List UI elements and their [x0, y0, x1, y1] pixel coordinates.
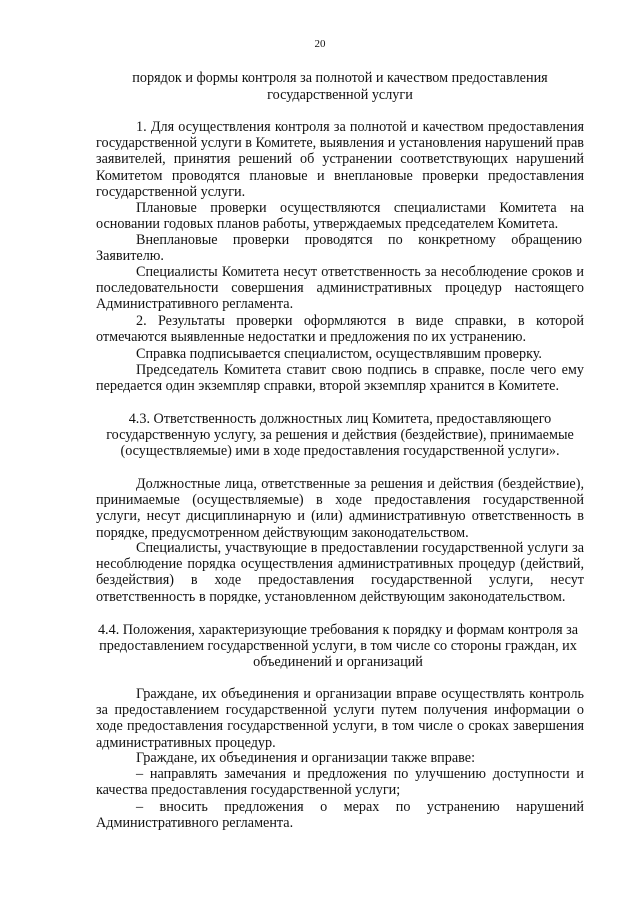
paragraph-control-purpose: 1. Для осуществления контроля за полнотой и качеством предоставления государственной услуги в Комитете, выявления и установления нарушений прав заявителей, принятия решений об устранении соответствующих нарушений Комитетом проводятся плановые и внеплановые проверки предоставления государственной услуги.: [96, 119, 584, 200]
paragraph-citizens-rights: Граждане, их объединения и организации также вправе:: [136, 750, 476, 766]
heading-4-3: 4.3. Ответственность должностных лиц Комитета, предоставляющего государственную услугу, за решения и действия (бездействие), принимаемые (осуществляемые) ими в ходе предоставления государственной услуги».: [106, 411, 574, 460]
paragraph-check-results: 2. Результаты проверки оформляются в виде справки, в которой отмечаются выявленные недостатки и предложения по их устранению.: [96, 313, 584, 346]
paragraph-specialists-responsibility: Специалисты Комитета несут ответственность за несоблюдение сроков и последовательности совершения административных процедур настоящего Административного регламента.: [96, 264, 584, 313]
list-item-submit-proposals: – вносить предложения о мерах по устранению нарушений Административного регламента.: [96, 799, 584, 832]
page-number: 20: [314, 38, 326, 50]
paragraph-specialists-liability: Специалисты, участвующие в предоставлении государственной услуги за несоблюдение порядка осуществления административных процедур (действий, бездействия) в ходе предоставления государственной услуги, несут ответственность в порядке, установленном действующим законодательством.: [96, 540, 584, 605]
list-item-send-remarks: – направлять замечания и предложения по улучшению доступности и качества предоставления государственной услуги;: [96, 766, 584, 799]
paragraph-officials-responsibility: Должностные лица, ответственные за решения и действия (бездействие), принимаемые (осуществляемые) в ходе предоставления государственной услуги, несут дисциплинарную и (или) административную ответственность в порядке, предусмотренном действующим законодательством.: [96, 476, 584, 541]
paragraph-planned-checks: Плановые проверки осуществляются специалистами Комитета на основании годовых планов работы, утверждаемых председателем Комитета.: [96, 200, 584, 233]
paragraph-chairman-signature: Председатель Комитета ставит свою подпись в справке, после чего ему передается один экземпляр справки, второй экземпляр хранится в Комитете.: [96, 362, 584, 395]
paragraph-report-signing: Справка подписывается специалистом, осуществлявшим проверку.: [136, 346, 542, 362]
paragraph-citizens-control: Граждане, их объединения и организации вправе осуществлять контроль за предоставлением государственной услуги путем получения информации о ходе предоставления государственной услуги, в том числе о сроках завершения административных процедур.: [96, 686, 584, 751]
section-intro-line-1: порядок и формы контроля за полнотой и качеством предоставления: [132, 70, 548, 86]
section-intro-line-2: государственной услуги: [267, 87, 413, 103]
heading-4-4: 4.4. Положения, характеризующие требования к порядку и формам контроля за предоставлением государственной услуги, в том числе со стороны граждан, их объединений и организаций: [97, 622, 579, 671]
paragraph-unplanned-checks: Внеплановые проверки проводятся по конкретному обращению Заявителю.: [96, 232, 582, 265]
